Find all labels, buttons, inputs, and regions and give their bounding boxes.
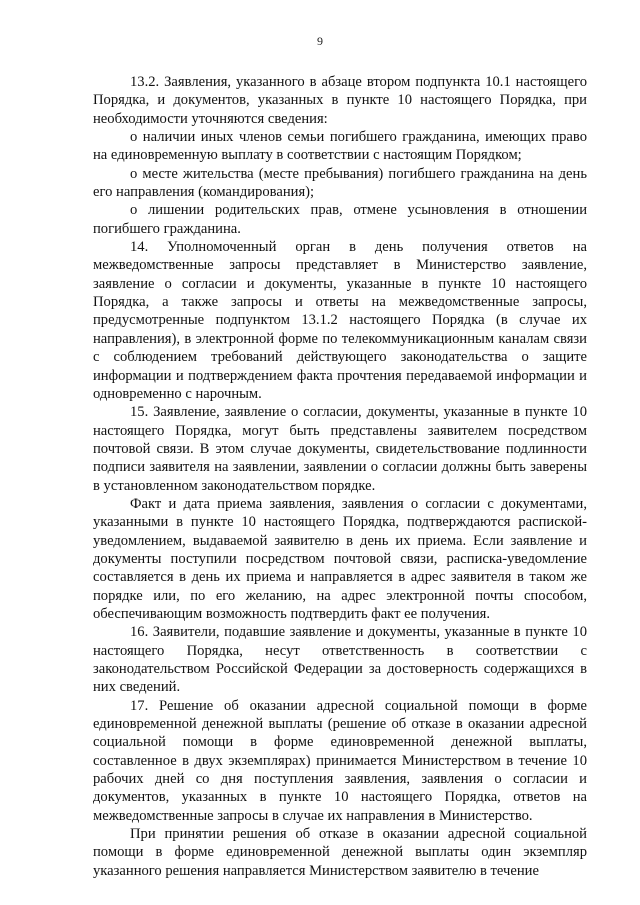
- paragraph-family-members: о наличии иных членов семьи погибшего гражданина, имеющих право на единовременную выплату в соответствии с настоящим Порядком;: [93, 129, 587, 164]
- document-body: [93, 73, 587, 880]
- paragraph-receipt-notice: Факт и дата приема заявления, заявления о согласии с документами, указанными в пункте 10 настоящего Порядка, подтверждаются распиской-уведомлением, выдаваемой заявителю в день их приема. Если заявление и документы поступили посредством почтовой связи, расписка-уведомление составляется в день их приема и направляется в адрес заявителя в таком же порядке или, по его желанию, на адрес электронной почты способом, обеспечивающим возможность подтвердить факт ее получения.: [93, 495, 587, 622]
- paragraph-14: 14. Уполномоченный орган в день получения ответов на межведомственные запросы представляет в Министерство заявление, заявление о согласии и документы, указанные в пункте 10 настоящего Порядка, а также запросы и ответы на межведомственные запросы, предусмотренные подпунктом 13.1.2 настоящего Порядка (в случае их направления), в электронной форме по телекоммуникационным каналам связи с соблюдением требований действующего законодательства о защите информации и подтверждением факта прочтения передаваемой информации и одновременно с нарочным.: [93, 239, 587, 402]
- paragraph-13-2: 13.2. Заявления, указанного в абзаце втором подпункта 10.1 настоящего Порядка, и документов, указанных в пункте 10 настоящего Порядка, при необходимости уточняются сведения:: [93, 74, 587, 127]
- paragraph-16: 16. Заявители, подавшие заявление и документы, указанные в пункте 10 настоящего Порядка, несут ответственность в соответствии с законодательством Российской Федерации за достоверность содержащихся в них сведений.: [93, 624, 587, 696]
- paragraph-residence: о месте жительства (месте пребывания) погибшего гражданина на день его направления (командирования);: [93, 165, 587, 201]
- page-number: 9: [317, 34, 323, 48]
- paragraph-15: 15. Заявление, заявление о согласии, документы, указанные в пункте 10 настоящего Порядка, могут быть представлены заявителем посредством почтовой связи. В этом случае документы, свидетельствование подлинности подписи заявителя на заявлении, заявлении о согласии должны быть заверены в установленном законодательством порядке.: [93, 404, 587, 494]
- paragraph-17: 17. Решение об оказании адресной социальной помощи в форме единовременной денежной выплаты (решение об отказе в оказании адресной социальной помощи в форме единовременной денежной выплаты, составленное в двух экземплярах) принимается Министерством в течение 10 рабочих дней со дня поступления заявления, заявления о согласии и документов, указанных в пункте 10 настоящего Порядка, ответов на межведомственные запросы в случае их направления в Министерство.: [93, 697, 587, 824]
- paragraph-refusal-decision: При принятии решения об отказе в оказании адресной социальной помощи в форме единовременной денежной выплаты один экземпляр указанного решения направляется Министерством заявителю в течение: [93, 826, 587, 879]
- paragraph-parental-rights: о лишении родительских прав, отмене усыновления в отношении погибшего гражданина.: [93, 202, 587, 237]
